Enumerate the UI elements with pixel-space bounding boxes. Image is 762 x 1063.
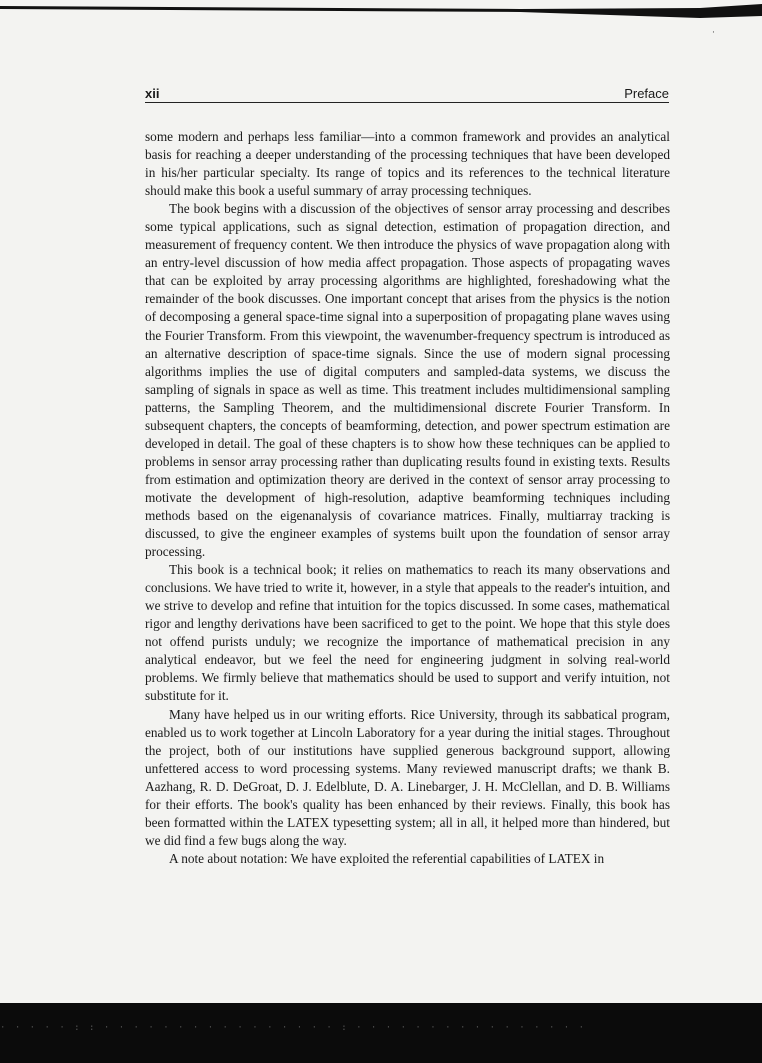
paragraph-1: some modern and perhaps less familiar—into a common framework and provides an analytical basis for reaching a deeper understanding of the processing techniques that have been developed in his/her particular specialty. Its range of topics and its references to the technical literature should make this book a useful summary of array processing techniques. — [145, 129, 670, 199]
page-number: xii — [145, 86, 160, 101]
paragraph-2: The book begins with a discussion of the objectives of sensor array processing and describes some typical applications, such as signal detection, estimation of propagation direction, and measurement of frequency content. We then introduce the physics of wave propagation along with an entry-level discussion of how media affect propagation. Those aspects of propagating waves that can be exploited by array processing algorithms are highlighted, foreshadowing what the remainder of the book discusses. One important concept that arises from the physics is the notion of decomposing a general space-time signal into a superposition of propagating plane waves using the Fourier Transform. From this viewpoint, the wavenumber-frequency spectrum is introduced as an alternative description of space-time signals. Since the use of modern signal processing algorithms implies the use of digital computers and sampled-data systems, we discuss the sampling of signals in space as well as time. This treatment includes multidimensional sampling patterns, the Sampling Theorem, and the multidimensional discrete Fourier Transform. In subsequent chapters, the concepts of beamforming, detection, and power spectrum estimation are developed in detail. The goal of these chapters is to show how these techniques can be applied to problems in sensor array processing rather than duplicating results found in existing texts. Results from estimation and optimization theory are derived in the context of sensor array processing to motivate the development of high-resolution, adaptive beamforming techniques including methods based on the eigenanalysis of covariance matrices. Finally, multiarray tracking is discussed, to give the engineer examples of systems built upon the foundation of sensor array processing. — [145, 201, 670, 560]
scan-bottom-edge — [0, 1003, 762, 1063]
paragraph-5: A note about notation: We have exploited the referential capabilities of LATEX in — [169, 850, 605, 866]
body-text — [145, 128, 670, 868]
paragraph-4: Many have helped us in our writing efforts. Rice University, through its sabbatical program, enabled us to work together at Lincoln Laboratory for a year during the initial stages. Throughout the project, both of our institutions have supplied generous background support, allowing unfettered access to word processing systems. Many reviewed manuscript drafts; we thank B. Aazhang, R. D. DeGroat, D. J. Edelblute, D. A. Linebarger, J. H. McClellan, and D. B. Williams for their efforts. The book's quality has been enhanced by their reviews. Finally, this book has been formatted within the LATEX typesetting system; all in all, it helped more than hindered, but we did find a few bugs along the way. — [145, 706, 670, 848]
scan-noise: · · · · · : : · · · · · · · · · · · · · · · · : · · · · · · · · · · · · · · · · — [0, 1023, 587, 1033]
running-head — [145, 86, 669, 103]
paragraph-3: This book is a technical book; it relies on mathematics to reach its many observations and conclusions. We have tried to write it, however, in a style that appeals to the reader's intuition, and we strive to develop and refine that intuition for the topics discussed. In some cases, mathematical rigor and lengthy derivations have been sacrificed to get to the point. We hope that this style does not offend purists unduly; we recognize the importance of mathematical precision in any analytical endeavor, but we feel the need for engineering judgment in solving real-world problems. We firmly believe that mathematics should be used to support and verify intuition, not substitute for it. — [145, 562, 670, 704]
running-title: Preface — [624, 86, 669, 101]
scan-top-edge — [0, 0, 762, 22]
scan-margin-mark: · — [712, 28, 715, 38]
